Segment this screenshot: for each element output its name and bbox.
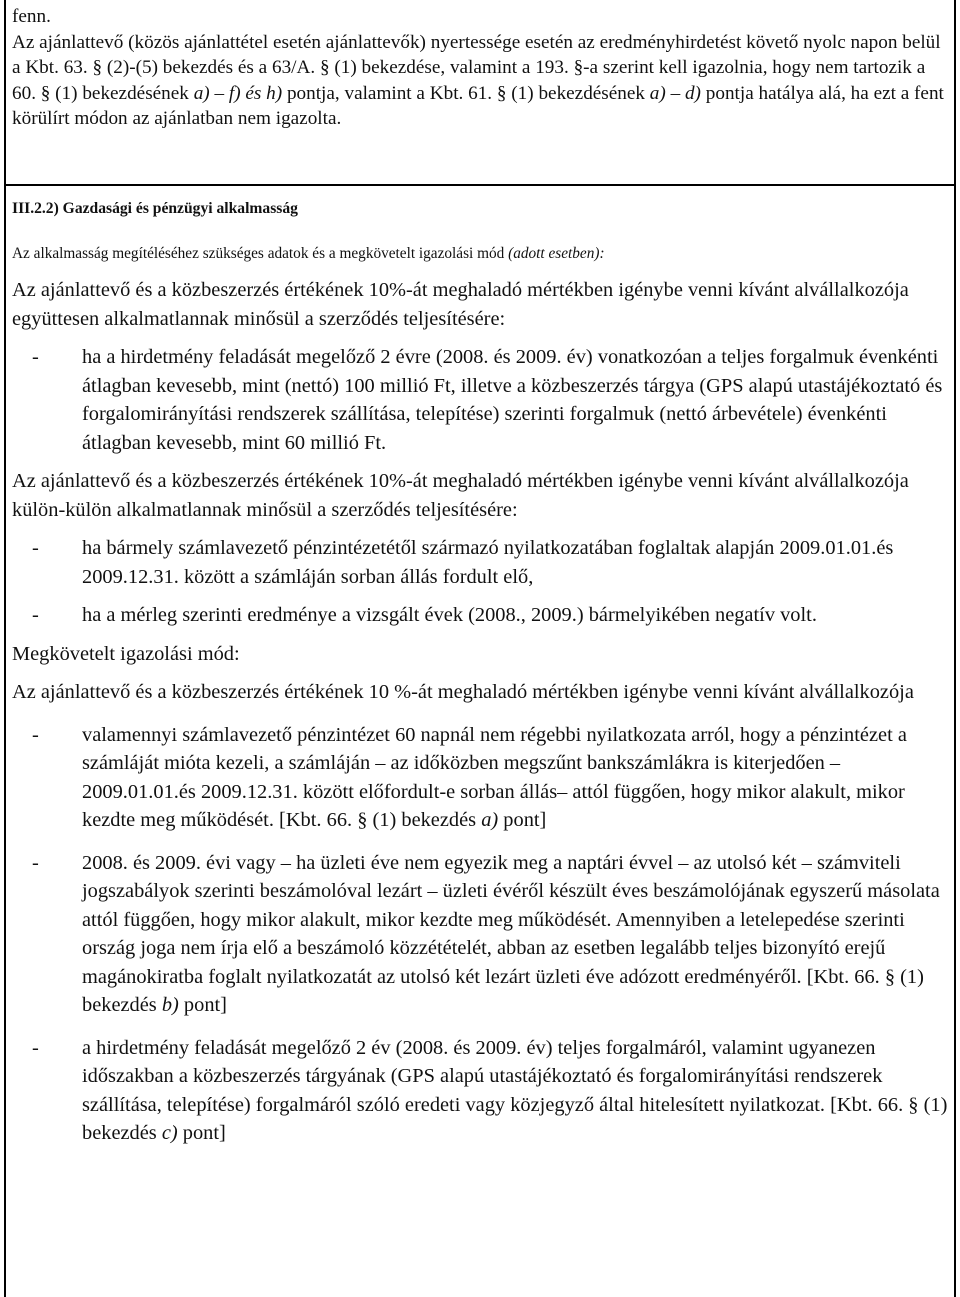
list-item: - valamennyi számlavezető pénzintézet 60 napnál nem régebbi nyilatkozata arról, hogy a pénzintézet a számláját mióta kezeli, a számláján – az időközben megszűnt bankszámlákra is kiterjedően – 2009.01.01.és 2009.12.31. között előfordult-e sorban állás– attól függően, hogy mikor alakult, mikor kezdte meg működését. [Kbt. 66. § (1) bekezdés a) pont] — [32, 723, 907, 831]
exclusion-block — [12, 4, 948, 132]
paragraph-joint: Az ajánlattevő és a közbeszerzés értékének 10%-át meghaladó mértékben igénybe venni kívánt alvállalkozója együttesen alkalmatlannak minősül a szerződés teljesítésére: — [12, 279, 909, 330]
frame-left-border — [4, 0, 6, 1297]
section-intro: Az alkalmasság megítéléséhez szükséges adatok és a megkövetelt igazolási mód (adott esetben): — [12, 245, 605, 262]
list-item: - a hirdetmény feladását megelőző 2 év (2008. és 2009. év) teljes forgalmáról, valamint ugyanezen időszakban a közbeszerzés tárgyának (GPS alapú utastájékoztató és forgalomirányítási rendszerek szállítása, telepítése) forgalmáról szóló eredeti vagy közjegyző által hitelesített nyilatkozat. [Kbt. 66. § (1) bekezdés c) pont] — [32, 1036, 948, 1144]
list-joint — [12, 343, 948, 457]
list-proofs — [12, 721, 948, 1148]
section-divider — [4, 184, 956, 186]
paragraph-required-proof: Megkövetelt igazolási mód: — [12, 642, 240, 665]
list-separate — [12, 534, 948, 630]
line-fenn: fenn. — [12, 6, 51, 27]
list-item: - 2008. és 2009. évi vagy – ha üzleti éve nem egyezik meg a naptári évvel – az utolsó két – számviteli jogszabályok szerinti beszámolóval lezárt – üzleti évéről készült éves beszámolójának egyszerű másolata attól függően, hogy mikor alakult, mikor kezdte meg működését. Amennyiben a letelepedése szerinti ország joga nem írja elő a beszámoló közzétételét, abban az esetben legalább teljes bizonyító erejű magánokiratba foglalt nyilatkozatát az utolsó két lezárt üzleti éve adózott eredményéről. [Kbt. 66. § (1) bekezdés b) pont] — [32, 851, 940, 1016]
paragraph-separate: Az ajánlattevő és a közbeszerzés értékének 10%-át meghaladó mértékben igénybe venni kívánt alvállalkozója külön-külön alkalmatlannak minősül a szerződés teljesítésére: — [12, 470, 909, 521]
exclusion-paragraph: Az ajánlattevő (közös ajánlattétel esetén ajánlattevők) nyertessége esetén az eredményhirdetést követő nyolc napon belül a Kbt. 63. § (2)-(5) bekezdés és a 63/A. § (1) bekezdése, valamint a 193. §-a szerint kell igazolnia, hogy nem tartozik a 60. § (1) bekezdésének a) – f) és h) pontja, valamint a Kbt. 61. § (1) bekezdésének a) – d) pontja hatálya alá, ha ezt a fent körülírt módon az ajánlatban nem igazolta. — [12, 31, 944, 130]
frame-right-border — [954, 0, 956, 1297]
list-item: - ha a mérleg szerinti eredménye a vizsgált évek (2008., 2009.) bármelyikében negatív volt. — [32, 604, 817, 626]
section-title: III.2.2) Gazdasági és pénzügyi alkalmasság — [12, 200, 298, 217]
section-body — [12, 276, 948, 1148]
list-item: - ha a hirdetmény feladását megelőző 2 évre (2008. és 2009. év) vonatkozóan a teljes forgalmuk évenkénti átlagban kevesebb, mint (nettó) 100 millió Ft, illetve a közbeszerzés tárgya (GPS alapú utastájékoztató és forgalomirányítási rendszerek szállítása, telepítése) szerinti forgalmuk (nettó árbevétele) évenkénti átlagban kevesebb, mint 60 millió Ft. — [32, 346, 943, 454]
paragraph-subcontractor: Az ajánlattevő és a közbeszerzés értékének 10 %-át meghaladó mértékben igénybe venni kívánt alvállalkozója — [12, 681, 914, 703]
list-item: - ha bármely számlavezető pénzintézetétől származó nyilatkozatában foglaltak alapján 2009.01.01.és 2009.12.31. között a számláján sorban állás fordult elő, — [32, 537, 894, 588]
